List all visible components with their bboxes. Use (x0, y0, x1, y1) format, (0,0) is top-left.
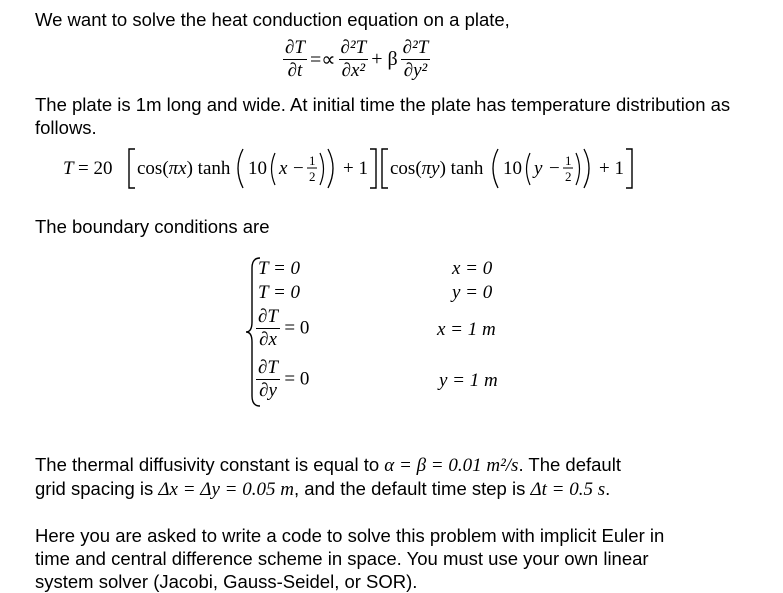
plate-description: The plate is 1m long and wide. At initial time the plate has temperature distribution as follows. (35, 94, 731, 138)
diffusivity-text-b: . The default (518, 454, 621, 475)
dT-dt-fraction (283, 37, 307, 82)
bc-row-1-cond (258, 258, 300, 280)
half-den-2: 2 (565, 169, 572, 184)
grid-text-c: . (605, 478, 611, 499)
grid-text-a: grid spacing is (35, 478, 159, 499)
diffusivity-line-1 (35, 453, 621, 477)
fraction-numerator: ∂T (285, 37, 305, 58)
fraction-numerator: ∂T (258, 306, 278, 327)
bc-row-4-loc: y = 1 m (439, 370, 498, 391)
cos-pi-x: cos(πx) tanh (137, 158, 231, 179)
intro-text: We want to solve the heat conduction equation on a plate, (35, 9, 510, 30)
bc-row-3-cond (256, 306, 309, 351)
initial-condition-svg (63, 143, 723, 193)
bc-row-1-loc: x = 0 (452, 258, 493, 279)
minus-1: − (293, 158, 304, 179)
half-num-1: 1 (309, 153, 316, 168)
dt-math: Δt = 0.5 s (530, 479, 606, 500)
diffusivity-text-a: The thermal diffusivity constant is equal to (35, 454, 385, 475)
bc-row-3-loc: x = 1 m (437, 319, 496, 340)
big-paren-left-2 (493, 149, 498, 188)
bc-rhs: = 0 (284, 368, 310, 390)
big-paren-left-1 (238, 149, 243, 188)
fraction-denominator: ∂x² (339, 59, 369, 82)
fraction-denominator: ∂y (256, 379, 280, 402)
grid-math: Δx = Δy = 0.05 m (158, 479, 294, 500)
plus-one-1: + 1 (343, 158, 368, 179)
dT-dx-fraction (256, 306, 280, 351)
left-bracket-1 (129, 149, 135, 188)
ten-coef-1: 10 (248, 158, 267, 179)
half-den-1: 2 (309, 169, 316, 184)
bc-row-2-loc: y = 0 (452, 282, 493, 303)
paren-left-2 (527, 153, 531, 185)
big-paren-right-2 (584, 149, 589, 188)
paren-left-1 (272, 153, 276, 185)
fraction-denominator: ∂x (256, 328, 280, 351)
plus-one-2: + 1 (599, 158, 624, 179)
ten-coef-2: 10 (503, 158, 522, 179)
task-line-2: time and central difference scheme in space. You must use your own linear (35, 548, 649, 569)
initial-lhs: T (63, 158, 74, 179)
fraction-numerator: ∂²T (340, 37, 367, 58)
grid-text-b: , and the default time step is (293, 478, 531, 499)
bc-intro-text: The boundary conditions are (35, 216, 270, 237)
cos-pi-y: cos(πy) tanh (390, 158, 484, 179)
x-var: x (279, 158, 288, 179)
fraction-numerator: ∂T (258, 357, 278, 378)
fraction-denominator: ∂t (283, 59, 307, 82)
diffusivity-line-2 (35, 477, 610, 501)
minus-2: − (549, 158, 560, 179)
fraction-denominator: ∂y² (401, 59, 431, 82)
fraction-numerator: ∂²T (402, 37, 429, 58)
paren-right-2 (576, 153, 580, 185)
right-bracket-2 (626, 149, 632, 188)
bc-row-2-cond (258, 282, 300, 304)
task-line-3: system solver (Jacobi, Gauss-Seidel, or SOR). (35, 571, 418, 592)
plus-beta: + β (371, 48, 398, 70)
bc-rhs: = 0 (284, 317, 310, 339)
heat-equation (283, 37, 430, 82)
y-var: y (534, 158, 543, 179)
diffusivity-math: α = β = 0.01 m²/s (384, 455, 519, 476)
dT-dy-fraction (256, 357, 280, 402)
initial-lhs-rest: = 20 (78, 158, 113, 179)
bc-row-4-cond (256, 357, 309, 402)
bc-cond-text: T = 0 (258, 258, 301, 279)
big-paren-right-1 (328, 149, 333, 188)
half-num-2: 1 (565, 153, 572, 168)
d2T-dy2-fraction (401, 37, 431, 82)
d2T-dx2-fraction (339, 37, 369, 82)
bc-cond-text: T = 0 (258, 282, 301, 303)
task-line-1: Here you are asked to write a code to solve this problem with implicit Euler in (35, 525, 665, 546)
left-bracket-2 (382, 149, 388, 188)
paren-right-1 (320, 153, 324, 185)
equals-alpha: =∝ (309, 49, 336, 71)
right-bracket-1 (370, 149, 376, 188)
